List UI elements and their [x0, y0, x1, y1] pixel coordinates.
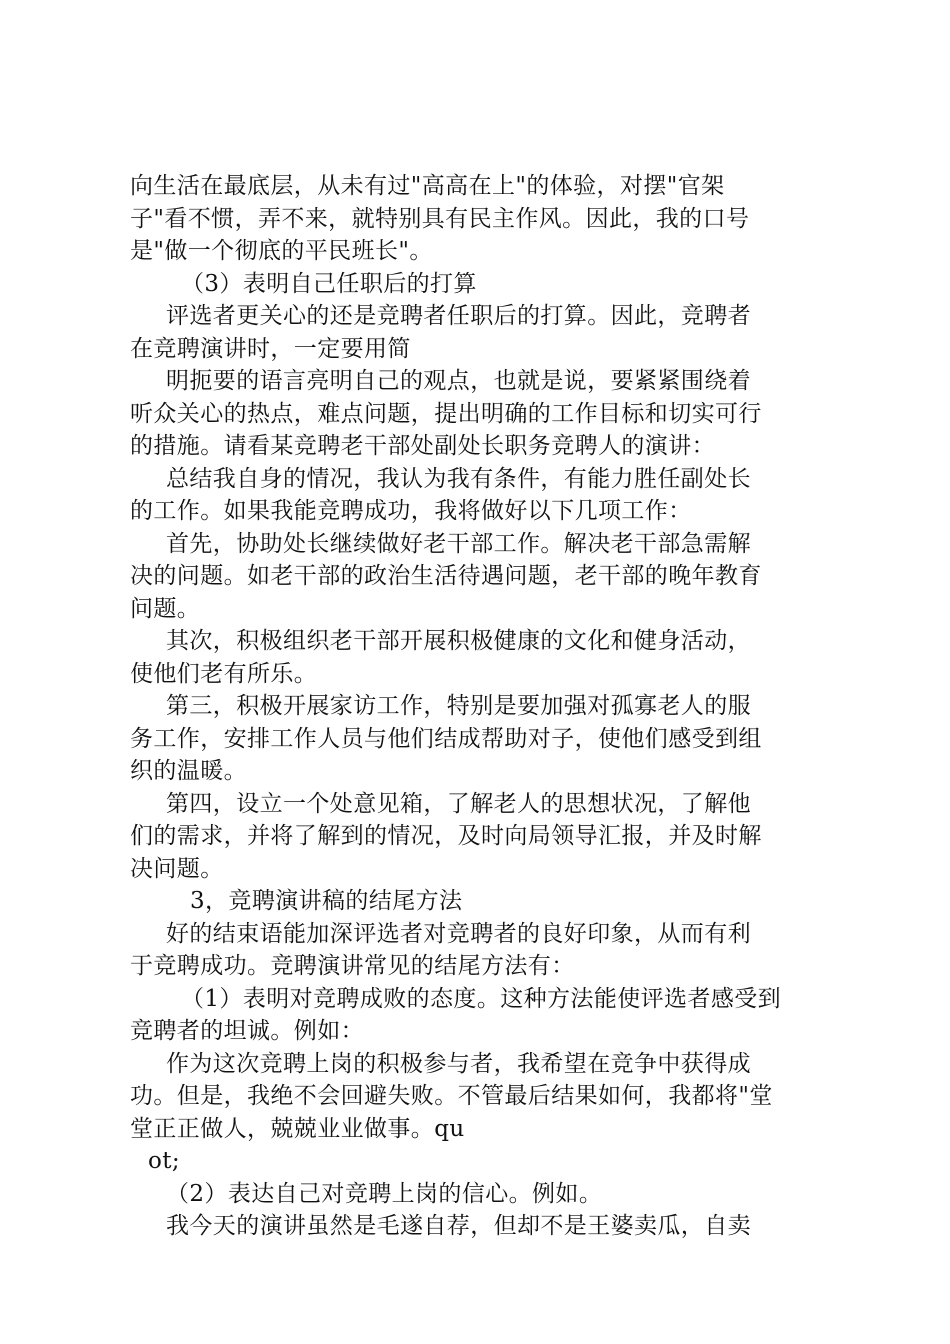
text-line: 的措施。请看某竞聘老干部处副处长职务竞聘人的演讲： — [130, 433, 715, 459]
paragraph-start: 好的结束语能加深评选者对竞聘者的良好印象，从而有利 — [166, 920, 751, 947]
text-line: 决的问题。如老干部的政治生活待遇问题，老干部的晚年教育 — [130, 563, 762, 589]
paragraph-start: 其次，积极组织老干部开展积极健康的文化和健身活动， — [166, 628, 751, 654]
paragraph-start: （1）表明对竞聘成败的态度。这种方法能使评选者感受到 — [181, 985, 782, 1012]
text-line: 在竞聘演讲时，一定要用简 — [130, 335, 411, 362]
text-line: 们的需求，并将了解到的情况，及时向局领导汇报，并及时解 — [130, 823, 762, 849]
text-line: 向生活在最底层，从未有过"高高在上"的体验，对摆"官架 — [130, 173, 725, 199]
text-line: 子"看不惯，弄不来，就特别具有民主作风。因此，我的口号 — [130, 205, 750, 232]
section-heading: 3，竞聘演讲稿的结尾方法 — [190, 888, 463, 914]
paragraph-start: （2）表达自己对竞聘上岗的信心。例如。 — [166, 1180, 603, 1207]
text-line: 织的温暖。 — [130, 758, 247, 784]
text-line: 问题。 — [130, 595, 201, 622]
paragraph-start: 评选者更关心的还是竞聘者任职后的打算。因此，竞聘者 — [166, 303, 751, 329]
text-line: 功。但是，我绝不会回避失败。不管最后结果如何，我都将"堂 — [130, 1083, 773, 1109]
section-heading: （3）表明自己任职后的打算 — [181, 270, 477, 297]
paragraph-start: 作为这次竞聘上岗的积极参与者，我希望在竞争中获得成 — [166, 1050, 751, 1077]
text-line: 堂正正做人，兢兢业业做事。qu — [130, 1115, 465, 1142]
document-body — [130, 170, 820, 1243]
text-line: 听众关心的热点，难点问题，提出明确的工作目标和切实可行 — [130, 400, 762, 427]
paragraph-start: 明扼要的语言亮明自己的观点，也就是说，要紧紧围绕着 — [166, 368, 751, 394]
text-line: 的工作。如果我能竞聘成功，我将做好以下几项工作： — [130, 498, 692, 524]
text-line: 使他们老有所乐。 — [130, 660, 318, 687]
text-line: 是"做一个彻底的平民班长"。 — [130, 238, 433, 264]
paragraph-start: 首先，协助处长继续做好老干部工作。解决老干部急需解 — [166, 530, 751, 557]
paragraph-start: 第三，积极开展家访工作，特别是要加强对孤寡老人的服 — [166, 693, 751, 719]
text-line: 竞聘者的坦诚。例如： — [130, 1018, 364, 1044]
text-line: 决问题。 — [130, 855, 224, 882]
text-line: 于竞聘成功。竞聘演讲常见的结尾方法有： — [130, 953, 575, 979]
paragraph-start: 总结我自身的情况，我认为我有条件，有能力胜任副处长 — [166, 465, 751, 492]
paragraph-start: 我今天的演讲虽然是毛遂自荐，但却不是王婆卖瓜，自卖 — [166, 1213, 751, 1239]
paragraph-start: 第四，设立一个处意见箱，了解老人的思想状况，了解他 — [166, 790, 751, 817]
text-line: 务工作，安排工作人员与他们结成帮助对子，使他们感受到组 — [130, 725, 762, 752]
text-line: ot; — [148, 1148, 181, 1174]
